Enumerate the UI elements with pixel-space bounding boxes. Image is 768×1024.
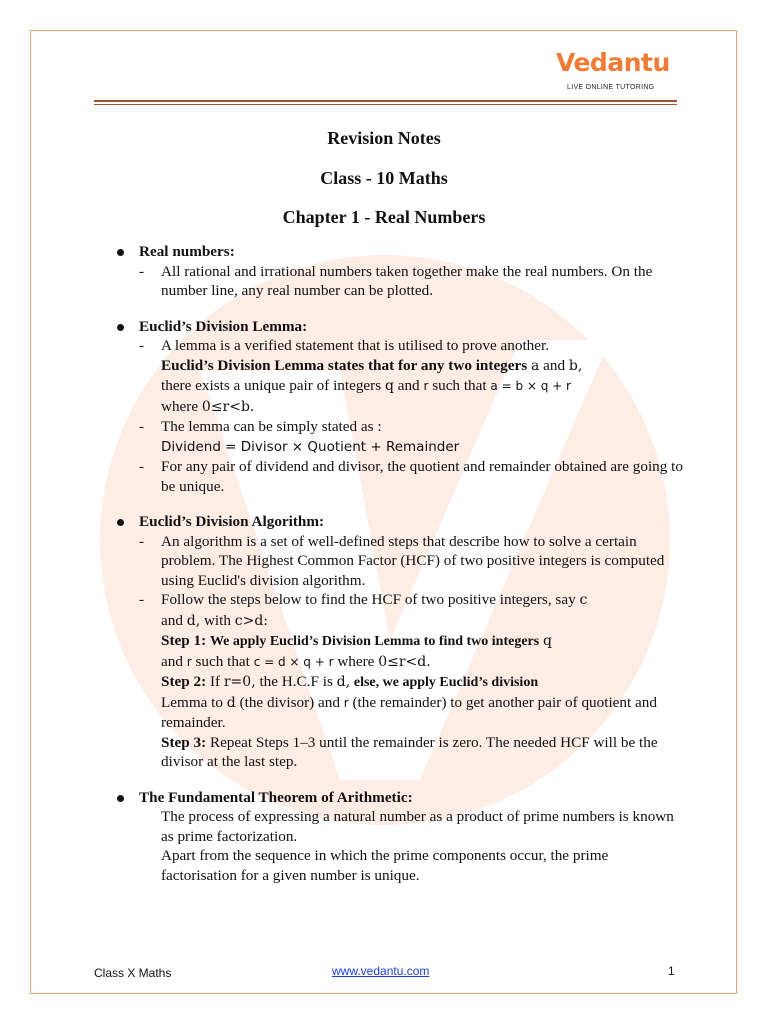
dash-icon: - <box>139 591 145 608</box>
section-real-numbers <box>117 242 687 301</box>
section-heading: Euclid’s Division Lemma: <box>117 317 687 337</box>
footer-website-link[interactable]: www.vedantu.com <box>332 964 430 978</box>
list-item: - An algorithm is a set of well-defined steps that describe how to solve a certain problem. The Highest Common Factor (HCF) of two positive integers is computed using Euclid's division algorithm. <box>139 532 665 589</box>
list-item: - For any pair of dividend and divisor, the quotient and remainder obtained are going to be unique. <box>139 458 683 495</box>
vedantu-logo[interactable] <box>556 48 676 96</box>
footer-class-label: Class X Maths <box>94 966 172 980</box>
section-fundamental-theorem <box>117 788 687 886</box>
section-division-lemma <box>117 317 687 497</box>
bullet-icon <box>117 324 124 331</box>
doc-chapter: Chapter 1 - Real Numbers <box>282 207 486 227</box>
list-item: - A lemma is a verified statement that is utilised to prove another. Euclid’s Division Lemma states that for any two integers a and b, there exists a unique pair of integers q and r such that a = b × q + r where 0≤r<b. <box>139 337 583 415</box>
dash-icon: - <box>139 337 145 354</box>
dash-icon: - <box>139 262 145 280</box>
list-item: - All rational and irrational numbers taken together make the real numbers. On the number line, any real number can be plotted. <box>139 262 653 299</box>
header-divider <box>94 100 677 105</box>
page-number: 1 <box>668 964 675 978</box>
section-heading: The Fundamental Theorem of Arithmetic: <box>117 788 687 808</box>
list-item: - Follow the steps below to find the HCF of two positive integers, say c and d, with c>d: Step 1: We apply Euclid’s Division Lemma to find two integers q and r such that c = d × q + r where 0≤r<d. Step 2: If r=0, the H.C.F is d, else, we apply Euclid’s division Lemma to d (the divisor) and r (the remainder) to get another pair of quotient and remainder. Step 3: Repeat Steps 1–3 until the remainder is zero. The needed HCF will be the divisor at the last step. <box>139 591 658 770</box>
logo-wordmark: Vedantu <box>556 48 670 77</box>
section-division-algorithm <box>117 512 687 772</box>
doc-class: Class - 10 Maths <box>320 168 448 188</box>
dash-icon: - <box>139 458 145 475</box>
list-item: - The lemma can be simply stated as : Dividend = Divisor × Quotient + Remainder <box>139 418 460 455</box>
bullet-icon <box>117 249 124 256</box>
dash-icon: - <box>139 532 145 550</box>
section-heading: Euclid’s Division Algorithm: <box>117 512 687 532</box>
bullet-icon <box>117 795 124 802</box>
main-content <box>117 242 687 901</box>
list-item: The process of expressing a natural number as a product of prime numbers is known as prime factorization. Apart from the sequence in which the prime components occur, the prime factorisation for a given number is unique. <box>161 808 674 884</box>
section-heading: Real numbers: <box>117 242 687 262</box>
dash-icon: - <box>139 418 145 435</box>
bullet-icon <box>117 519 124 526</box>
doc-title: Revision Notes <box>327 128 441 148</box>
logo-tagline: LIVE ONLINE TUTORING <box>567 84 655 91</box>
